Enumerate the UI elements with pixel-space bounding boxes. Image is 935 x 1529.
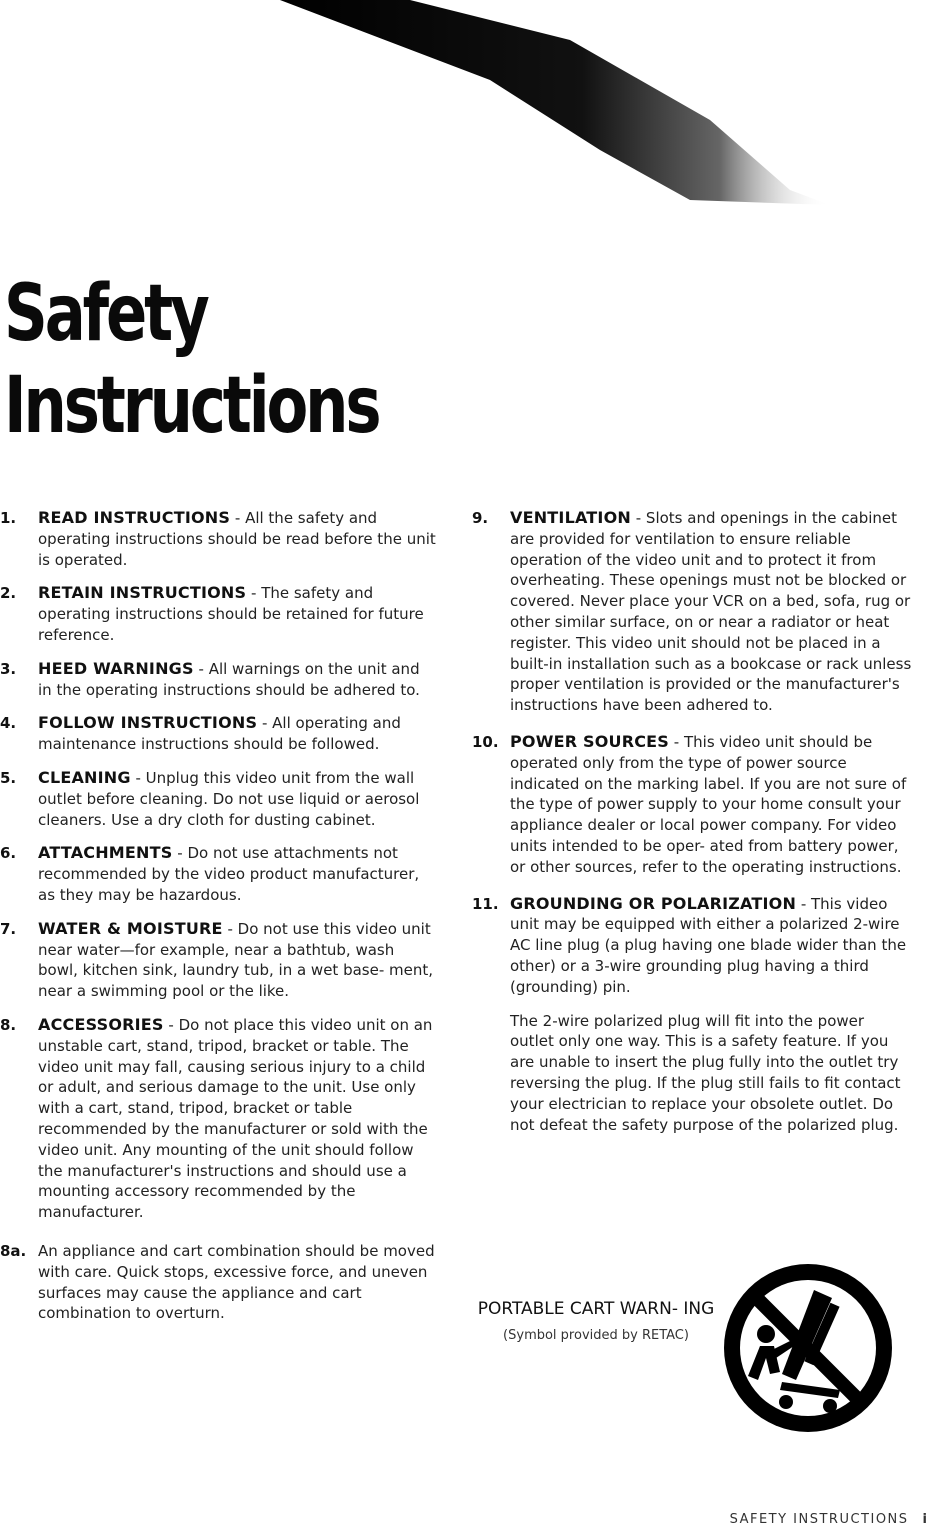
page-footer [730,1512,927,1527]
item-number: 2. [0,584,17,603]
page-number: i [922,1512,927,1527]
item-number: 6. [0,844,17,863]
item-heading: WATER & MOISTURE [38,918,223,938]
instruction-item: 10. POWER SOURCES - This video unit should be operated only from the type of power source indicated on the marking label. If you are not sure of the type of power supply to your home consult your appliance dealer or local power company. For video units intended to be oper- ated from battery power, or other sources, refer to the operating instructions. [472,731,907,876]
instruction-item: 1. READ INSTRUCTIONS - All the safety and operating instructions should be read before the unit is operated. [0,508,436,569]
page-title [4,268,378,452]
item-body: Do not use attachments not recommended by the video product manufacturer, as they may be hazardous. [38,844,420,904]
item-body: An appliance and cart combination should be moved with care. Quick stops, excessive force, and uneven surfaces may cause the appliance and cart combination to overturn. [38,1241,435,1323]
item-heading: CLEANING [38,767,131,787]
title-line-2: Instructions [4,361,379,451]
item-body: All the safety and operating instructions should be read before the unit is operated. [38,509,436,569]
item-number: 5. [0,768,17,787]
right-column [472,508,912,1151]
item-heading: ACCESSORIES [38,1014,164,1034]
item-number: 8. [0,1015,17,1034]
instruction-item: 11. GROUNDING OR POLARIZATION - This video unit may be equipped with either a polarized 2-wire AC line plug (a plug having one blade wider than the other) or a 3-wire grounding plug having a third (grounding) pin. The 2-wire polarized plug will fit into the power outlet only one way. This is a safety feature. If you are unable to insert the plug fully into the outlet try reversing the plug. If the plug still fails to fit contact your electrician to replace your obsolete outlet. Do not defeat the safety purpose of the polarized plug. [472,894,912,1136]
item-heading: ATTACHMENTS [38,843,173,863]
left-column [0,508,436,1337]
item-heading: HEED WARNINGS [38,658,194,678]
item-body: All operating and maintenance instructions should be followed. [38,714,401,754]
item-heading: RETAIN INSTRUCTIONS [38,583,247,603]
item-body: All warnings on the unit and in the operating instructions should be adhered to. [38,659,420,699]
cart-warning [476,1298,716,1343]
instruction-item: 3. HEED WARNINGS - All warnings on the unit and in the operating instructions should be adhered to. [0,658,420,699]
item-body: Slots and openings in the cabinet are provided for ventilation to ensure reliable operation of the video unit and to protect it from overheating. These openings must not be blocked or covered. Never place your VCR on a bed, sofa, rug or other similar surface, on or near a radiator or heat register. This video unit should not be placed in a built-in installation such as a bookcase or rack unless proper ventilation is provided or the manufacturer's instructions have been adhered to. [510,509,912,715]
item-heading: POWER SOURCES [510,731,670,751]
item-heading: VENTILATION [510,508,631,527]
item-body: Do not use this video unit near water—for example, near a bathtub, wash bowl, kitchen sink, laundry tub, in a wet base- ment, near a swimming pool or the like. [38,919,434,1001]
item-heading: FOLLOW INSTRUCTIONS [38,713,258,733]
item-body: This video unit may be equipped with either a polarized 2-wire AC line plug (a plug having one blade wider than the other) or a 3-wire grounding plug having a third (grounding) pin. [510,894,907,996]
instruction-item: 5. CLEANING - Unplug this video unit from the wall outlet before cleaning. Do not use liquid or aerosol cleaners. Use a dry cloth for dusting cabinet. [0,767,420,829]
instruction-item: 6. ATTACHMENTS - Do not use attachments not recommended by the video product manufacturer, as they may be hazardous. [0,843,420,904]
item-number: 9. [472,509,489,527]
instruction-item: 9. VENTILATION - Slots and openings in the cabinet are provided for ventilation to ensure reliable operation of the video unit and to protect it from overheating. These openings must not be blocked or covered. Never place your VCR on a bed, sofa, rug or other similar surface, on or near a radiator or heat register. This video unit should not be placed in a built-in installation such as a bookcase or rack unless proper ventilation is provided or the manufacturer's instructions have been adhered to. [472,508,912,715]
cart-tipover-warning-icon [722,1262,894,1434]
item-body: The safety and operating instructions should be retained for future reference. [38,584,424,644]
item-heading: READ INSTRUCTIONS [38,508,231,527]
item-number: 10. [472,732,499,751]
item-number: 7. [0,919,17,938]
instruction-item: 2. RETAIN INSTRUCTIONS - The safety and operating instructions should be retained for future reference. [0,583,424,644]
instruction-item: 4. FOLLOW INSTRUCTIONS - All operating and maintenance instructions should be followed. [0,713,401,754]
item-body: This video unit should be operated only from the type of power source indicated on the marking label. If you are not sure of the type of power supply to your home consult your appliance dealer or local power company. For video units intended to be oper- ated from battery power, or other sources, refer to the operating instructions. [510,732,907,876]
cart-warning-note: (Symbol provided by RETAC) [503,1328,689,1343]
instruction-item: 7. WATER & MOISTURE - Do not use this video unit near water—for example, near a bathtub, wash bowl, kitchen sink, laundry tub, in a wet base- ment, near a swimming pool or the like. [0,918,434,1001]
item-number: 8a. [0,1241,27,1260]
title-line-1: Safety [4,269,207,359]
item-number: 1. [0,509,17,527]
item-body: Unplug this video unit from the wall outlet before cleaning. Do not use liquid or aerosol cleaners. Use a dry cloth for dusting cabinet. [38,768,420,829]
item-number: 4. [0,714,17,733]
item-body-extra: The 2-wire polarized plug will fit into the power outlet only one way. This is a safety feature. If you are unable to insert the plug fully into the outlet try reversing the plug. If the plug still fails to fit contact your electrician to replace your obsolete outlet. Do not defeat the safety purpose of the polarized plug. [510,1011,901,1134]
item-body: Do not place this video unit on an unstable cart, stand, tripod, bracket or table. The video unit may fall, causing serious injury to a child or adult, and serious damage to the unit. Use only with a cart, stand, tripod, bracket or table recommended by the manufacturer or sold with the video unit. Any mounting of the unit should follow the manufacturer's instructions and should use a mounting accessory recommended by the manufacturer. [38,1015,433,1222]
instruction-item: 8. ACCESSORIES - Do not place this video unit on an unstable cart, stand, tripod, bracket or table. The video unit may fall, causing serious injury to a child or adult, and serious damage to the unit. Use only with a cart, stand, tripod, bracket or table recommended by the manufacturer or sold with the video unit. Any mounting of the unit should follow the manufacturer's instructions and should use a mounting accessory recommended by the manufacturer. [0,1014,433,1222]
item-heading: GROUNDING OR POLARIZATION [510,893,797,913]
item-number: 3. [0,659,17,678]
item-number: 11. [472,894,499,913]
decorative-swoosh [270,0,830,210]
cart-warning-title: PORTABLE CART WARN- ING [477,1299,715,1319]
footer-label: SAFETY INSTRUCTIONS [729,1512,909,1527]
instruction-item [0,1241,436,1324]
